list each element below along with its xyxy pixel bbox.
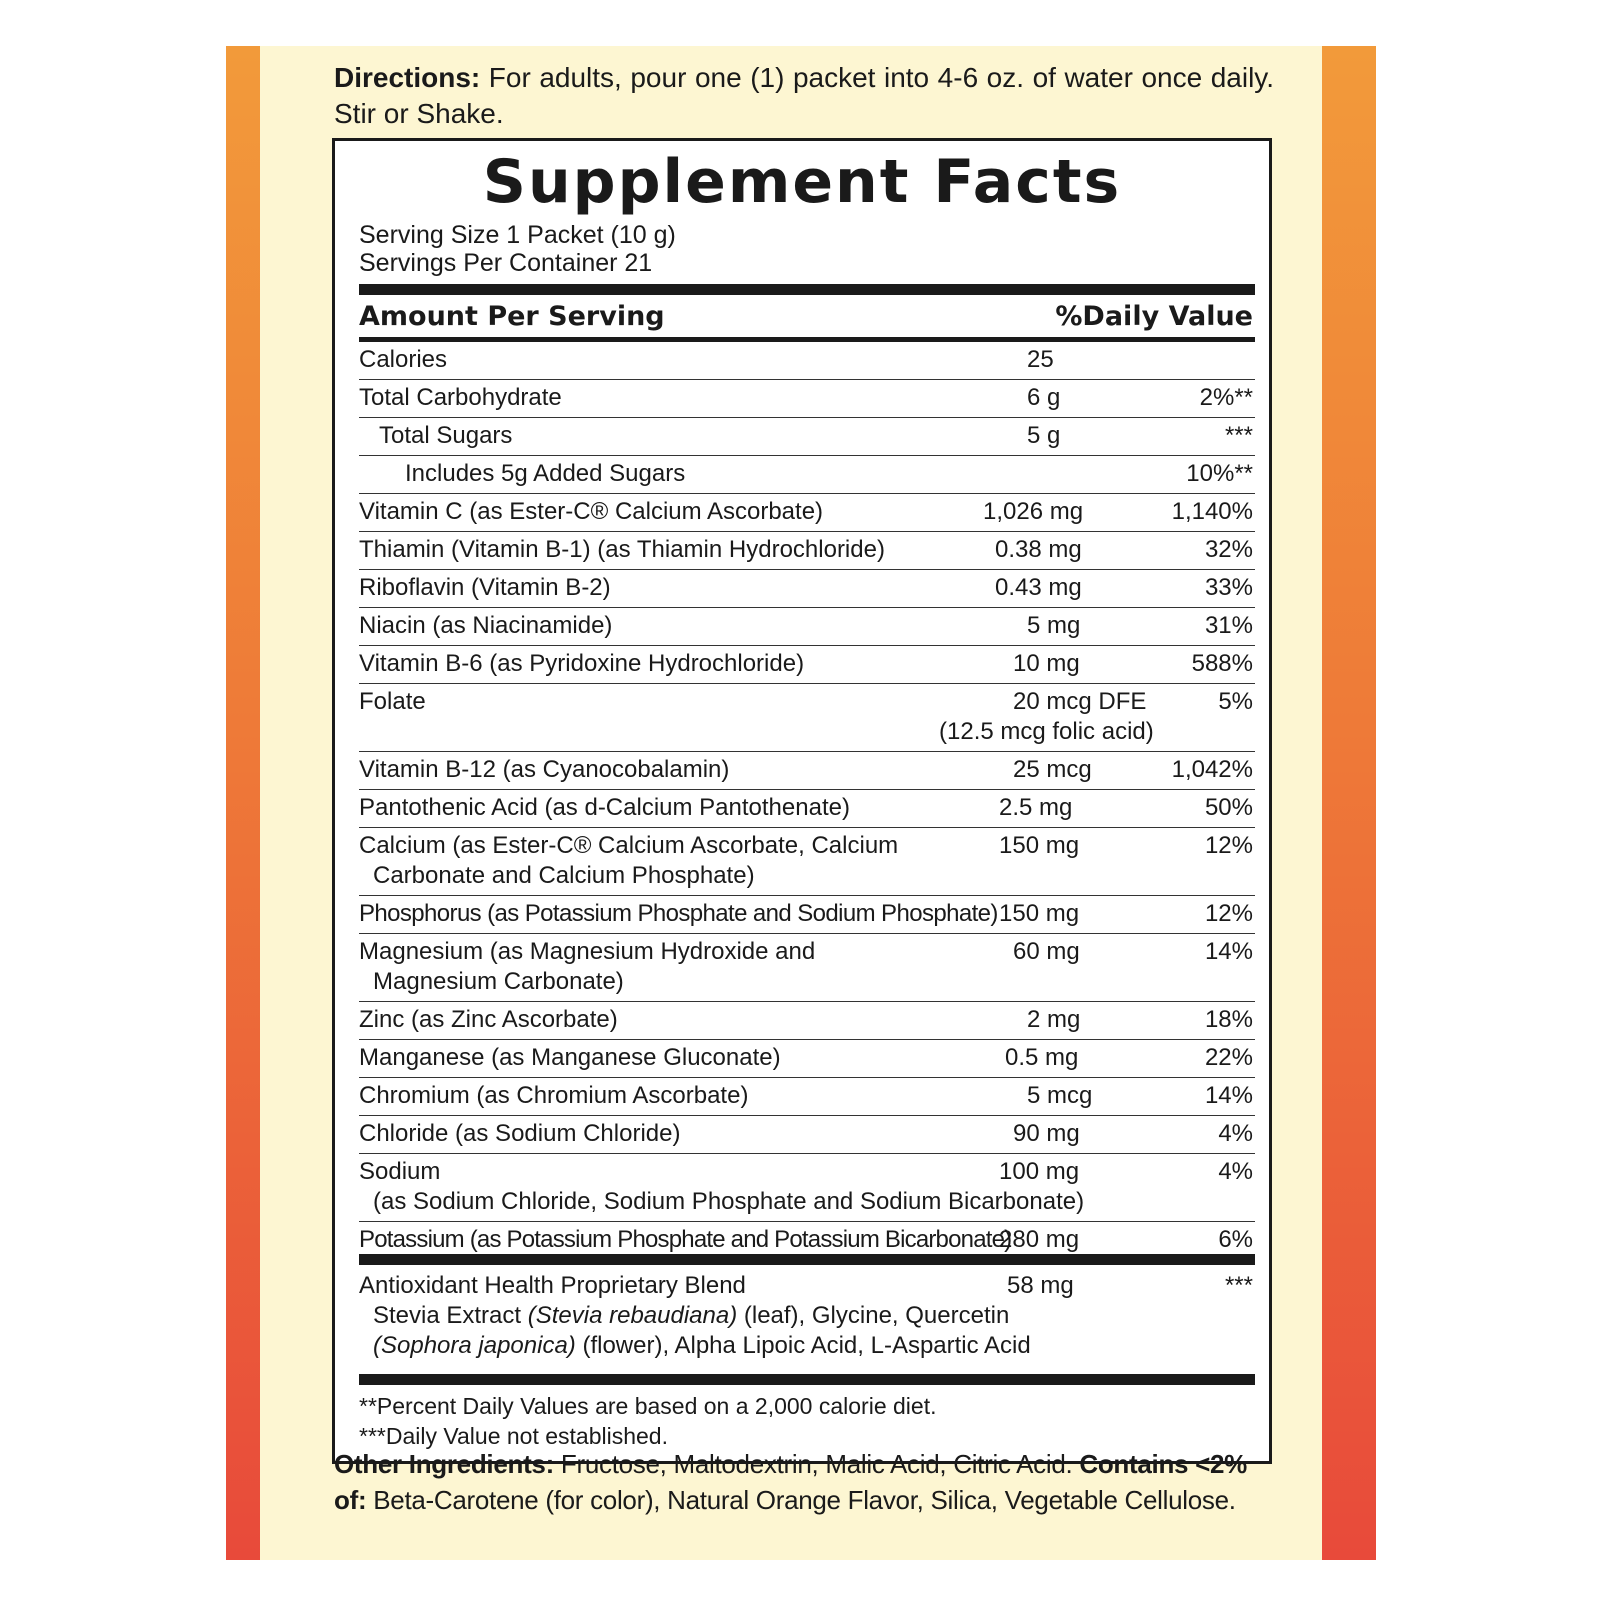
table-row: Pantothenic Acid (as d-Calcium Pantothenate) 2.5 mg 50% [359,790,1255,828]
table-row: Calcium (as Ester-C® Calcium Ascorbate, Calcium Carbonate and Calcium Phosphate) 150 mg 12% [359,828,1255,896]
directions-label: Directions: [334,62,481,93]
amount-per-serving-header: Amount Per Serving [359,301,665,332]
serving-size: Serving Size 1 Packet (10 g) [359,221,676,249]
blend-name: Antioxidant Health Proprietary Blend [359,1272,746,1299]
footnote-divider [359,1374,1255,1385]
table-row: Vitamin B-12 (as Cyanocobalamin) 25 mcg 1,042% [359,752,1255,790]
table-row: Total Carbohydrate 6 g 2%** [359,380,1255,418]
table-row: Niacin (as Niacinamide) 5 mg 31% [359,608,1255,646]
facts-rows [359,342,1255,1259]
other-ingredients-text: Fructose, Maltodextrin, Malic Acid, Citric Acid. [553,1449,1080,1479]
blend-amount: 58 mg [1007,1272,1074,1299]
other-ingredients-label: Other Ingredients: [334,1449,554,1479]
footnotes [359,1391,936,1451]
other-ingredients [334,1446,1284,1518]
table-row: Riboflavin (Vitamin B-2) 0.43 mg 33% [359,570,1255,608]
footnote-not-established: ***Daily Value not established. [359,1423,668,1449]
table-row: Zinc (as Zinc Ascorbate) 2 mg 18% [359,1002,1255,1040]
proprietary-blend [359,1271,1255,1361]
blend-divider [359,1254,1255,1265]
table-row: Vitamin B-6 (as Pyridoxine Hydrochloride) 10 mg 588% [359,646,1255,684]
table-row: Magnesium (as Magnesium Hydroxide and Magnesium Carbonate) 60 mg 14% [359,934,1255,1002]
label-panel [260,46,1322,1560]
blend-ingredients-line1: Stevia Extract (Stevia rebaudiana) (leaf), Glycine, Quercetin [373,1302,1010,1329]
table-row: Total Sugars 5 g *** [359,418,1255,456]
supplement-facts-box [332,138,1272,1464]
table-row: Potassium (as Potassium Phosphate and Potassium Bicarbonate) 280 mg 6% [359,1226,1253,1253]
table-row: Chloride (as Sodium Chloride) 90 mg 4% [359,1116,1255,1154]
daily-value-header: %Daily Value [1055,301,1253,332]
contains-text: Beta-Carotene (for color), Natural Orange Flavor, Silica, Vegetable Cellulose. [366,1485,1236,1515]
table-row: Includes 5g Added Sugars 10%** [359,456,1255,494]
directions-text: For adults, pour one (1) packet into 4-6 oz. of water once daily. Stir or Shake. [334,62,1274,129]
servings-per-container: Servings Per Container 21 [359,249,653,277]
blend-dv: *** [1224,1272,1253,1299]
table-row: Chromium (as Chromium Ascorbate) 5 mcg 14% [359,1078,1255,1116]
table-row: Folate 20 mcg DFE (12.5 mcg folic acid) 5% [359,684,1255,752]
blend-ingredients-line2: (Sophora japonica) (flower), Alpha Lipoic Acid, L-Aspartic Acid [373,1332,1031,1359]
table-row: Phosphorus (as Potassium Phosphate and Sodium Phosphate) 150 mg 12% [359,896,1255,934]
table-row: Manganese (as Manganese Gluconate) 0.5 mg 22% [359,1040,1255,1078]
footnote-daily-values: **Percent Daily Values are based on a 2,000 calorie diet. [359,1393,937,1419]
directions [334,60,1274,132]
table-row: Calories 25 [359,342,1255,380]
thick-divider [359,284,1255,295]
package-background [226,46,1376,1560]
table-row: Vitamin C (as Ester-C® Calcium Ascorbate) 1,026 mg 1,140% [359,494,1255,532]
table-row: Sodium (as Sodium Chloride, Sodium Phosphate and Sodium Bicarbonate) 100 mg 4% [359,1154,1255,1222]
contains-label: Contains <2% of: [334,1449,1247,1515]
table-row: Thiamin (Vitamin B-1) (as Thiamin Hydrochloride) 0.38 mg 32% [359,532,1255,570]
serving-info [359,221,676,277]
facts-title: Supplement Facts [482,147,1122,217]
